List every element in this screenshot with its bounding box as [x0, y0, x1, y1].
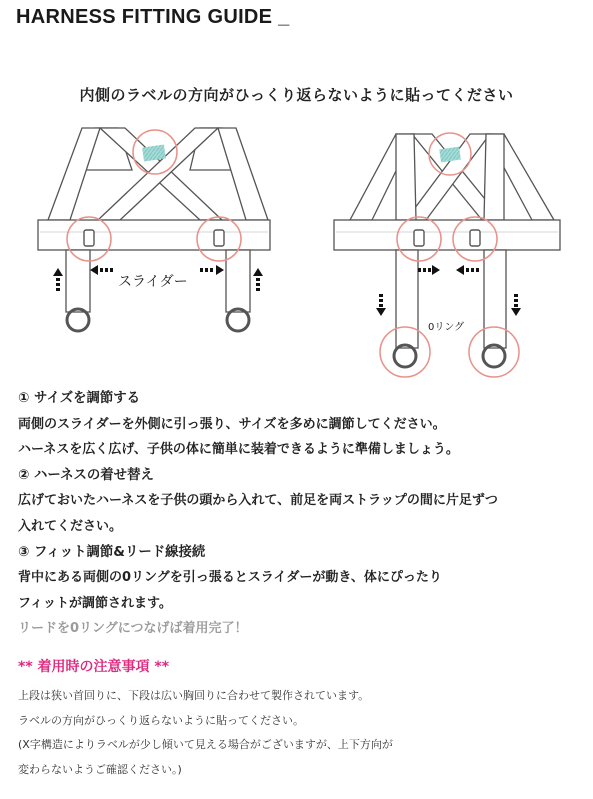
step-2-line-1: 広げておいたハーネスを子供の頭から入れて、前足を両ストラップの間に片足ずつ	[18, 493, 498, 509]
page-title: HARNESS FITTING GUIDE _	[16, 6, 290, 28]
harness-diagram	[0, 108, 593, 380]
step-3-line-1: 背中にある両側の0リングを引っ張るとスライダーが動き、体にぴったり	[18, 570, 442, 586]
instruction-steps	[18, 386, 588, 642]
lower-strap-left	[66, 250, 90, 312]
step-1-line-1: 両側のスライダーを外側に引っ張り、サイズを多めに調節してください。	[18, 416, 446, 432]
step-1-heading: ① サイズを調節する	[18, 391, 141, 406]
left-arrow-icon	[456, 265, 479, 275]
side-strap-left	[48, 128, 100, 220]
step-3-line-2: フィットが調節されます。	[18, 595, 172, 611]
fitted-lower-strap-right	[484, 250, 506, 348]
lower-strap-right	[226, 250, 250, 312]
side-strap-right	[218, 128, 268, 220]
o-ring-label: 0リング	[428, 322, 465, 333]
down-arrow-icon	[376, 294, 386, 316]
caution-note-1: 上段は狭い首回りに、下段は広い胸回りに合わせて製作されています。	[18, 689, 370, 702]
fitted-slider-right-icon	[470, 230, 480, 246]
slider-label: スライダー	[118, 274, 188, 290]
down-arrow-icon	[511, 294, 521, 316]
step-3-completion-note: リードを0リングにつなげば着用完了！	[18, 621, 248, 637]
caution-note-2: ラベルの方向がひっくり返らないように貼ってください。	[18, 713, 304, 727]
step-2-line-2: 入れてください。	[18, 518, 123, 534]
slider-right-icon	[214, 230, 224, 246]
step-3-heading: ③ フィット調節&リード線接続	[18, 544, 206, 560]
fitted-slider-left-icon	[414, 230, 424, 246]
left-arrow-icon	[90, 265, 113, 275]
fitted-vertical-strap-right	[484, 134, 504, 220]
caution-note-3: (X字構造によりラベルが少し傾いて見える場合がございますが、上下方向が	[18, 738, 393, 751]
caution-heading: ** 着用時の注意事項 **	[18, 659, 170, 675]
up-arrow-icon	[253, 268, 263, 291]
step-2-heading: ② ハーネスの着せ替え	[18, 467, 154, 483]
up-arrow-icon	[53, 268, 63, 291]
fitted-vertical-strap-left	[396, 134, 416, 220]
fitted-chest-band	[334, 220, 560, 250]
right-arrow-icon	[418, 265, 440, 275]
caution-notes	[18, 684, 578, 782]
slider-left-icon	[84, 230, 94, 246]
fitted-lower-strap-left	[396, 250, 418, 348]
right-arrow-icon	[200, 265, 224, 275]
label-patch-right	[439, 147, 461, 163]
harness-fitted-illustration	[334, 134, 560, 348]
caution-note-4: 変わらないようご確認ください。)	[18, 762, 182, 776]
step-1-line-2: ハーネスを広く広げ、子供の体に簡単に装着できるように準備しましょう。	[18, 442, 459, 458]
label-instruction-heading: 内側のラベルの方向がひっくり返らないように貼ってください	[79, 86, 514, 104]
